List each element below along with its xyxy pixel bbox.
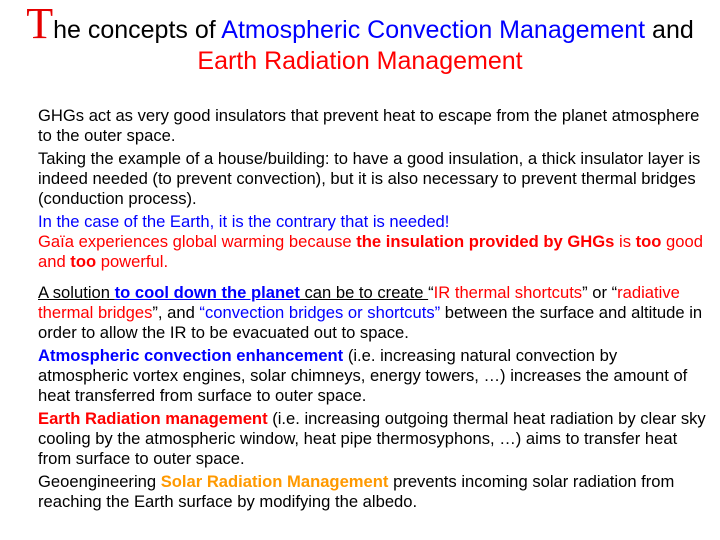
text-span: radiative thermal bridges (38, 283, 680, 322)
paragraph-radiation-management (38, 409, 712, 469)
text-span: Atmospheric convection enhancement (38, 346, 344, 365)
text-span: powerful. (96, 252, 169, 271)
text-span: ”, and (152, 303, 200, 322)
text-span: Geoengineering (38, 472, 161, 491)
text-span: to cool down the planet (114, 283, 300, 302)
text-span: “convection bridges or shortcuts” (199, 303, 441, 322)
paragraph-solar-radiation (38, 472, 712, 512)
paragraph-earth-contrary: In the case of the Earth, it is the contrary that is needed! (38, 212, 450, 231)
text-span: the insulation provided by GHGs (356, 232, 615, 251)
title-part1: he concepts of (53, 16, 222, 44)
title-initial: T (26, 0, 54, 48)
text-span: IR thermal shortcuts (433, 283, 583, 302)
slide-title (10, 0, 710, 77)
text-span: is (614, 232, 636, 251)
paragraph-gaia-warming (38, 232, 712, 272)
text-span: A solution (38, 283, 115, 302)
title-part4: Earth Radiation Management (197, 47, 523, 75)
title-part2: Atmospheric Convection Management (221, 16, 646, 44)
text-span: Gaïa experiences global warming because (38, 232, 357, 251)
slide-body (38, 106, 712, 515)
text-span: too (635, 232, 662, 251)
text-span: ” or “ (582, 283, 618, 302)
text-span: “ (428, 283, 434, 302)
text-span: (i.e. increasing natural convection by atmospheric vortex engines, solar chimneys, energy towers, …) increases the amount of heat transferred from surface to outer space. (38, 346, 688, 405)
text-span: Earth Radiation management (38, 409, 268, 428)
text-span: (i.e. increasing outgoing thermal heat radiation by clear sky cooling by the atmospheric window, heat pipe thermosyphons, …) aims to transfer heat from surface to outer space. (38, 409, 706, 468)
text-span: can be to create (299, 283, 429, 302)
paragraph-solution (38, 283, 712, 343)
text-span: too (70, 252, 97, 271)
paragraph-house-example: Taking the example of a house/building: to have a good insulation, a thick insulator layer is indeed needed (to prevent convection), but it is also necessary to prevent thermal bridges (conduction process). (38, 149, 701, 208)
text-span: good and (38, 232, 703, 271)
paragraph-ghg-insulators: GHGs act as very good insulators that prevent heat to escape from the planet atmosphere to the outer space. (38, 106, 700, 145)
text-span: prevents incoming solar radiation from reaching the Earth surface by modifying the albedo. (38, 472, 675, 511)
title-part3: and (645, 16, 694, 44)
text-span: between the surface and altitude in order to allow the IR to be evacuated out to space. (38, 303, 703, 342)
paragraph-convection-enhancement (38, 346, 712, 406)
text-span: Solar Radiation Management (160, 472, 389, 491)
